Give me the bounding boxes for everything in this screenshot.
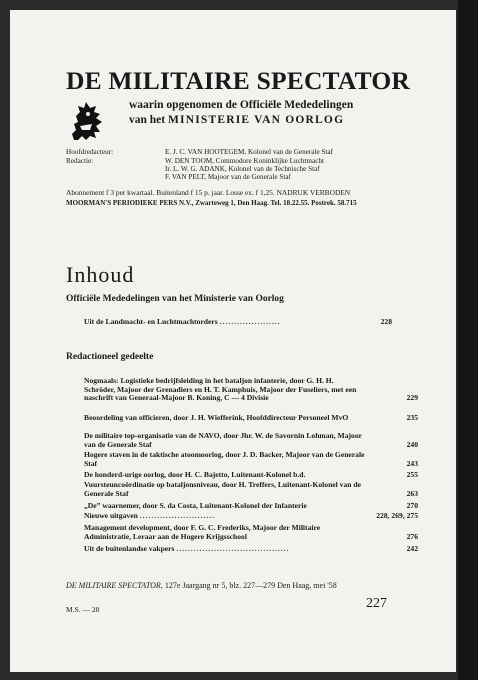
subscription-info: Abonnement f 3 per kwartaal. Buitenland f 15 p. jaar. Losse ex. f 1,25. NADRUK VERBODEN: [66, 188, 351, 197]
toc-entry-title: De honderd-urige oorlog, door H. C. Bajetto, Luitenant-Kolonel b.d.: [84, 470, 306, 479]
toc-entry[interactable]: [84, 470, 418, 480]
editor-3: F. VAN PELT, Majoor van de Generale Staf: [165, 173, 291, 181]
toc-entry-title: Uit de buitenlandse vakpers: [84, 544, 175, 553]
toc-entry-page: 228: [380, 317, 392, 326]
editor-1: W. DEN TOOM, Commodore Koninklijke Luchtmacht: [165, 157, 324, 165]
toc-entry-page: 229: [406, 393, 418, 403]
toc-entry-page: 240: [406, 439, 418, 449]
toc-entry-title: Uit de Landmacht- en Luchtmachtorders: [84, 317, 218, 326]
leader-dots: .......................................: [176, 544, 290, 553]
toc-entry[interactable]: [84, 431, 418, 449]
toc-entry-page: 263: [406, 488, 418, 498]
footer-journal-name: DE MILITAIRE SPECTATOR,: [66, 581, 163, 590]
footer-issue: 127e Jaargang nr 5, blz. 227—279 Den Haag, mei '58: [164, 581, 337, 590]
toc-entry[interactable]: [84, 413, 418, 423]
editor-2: Ir. L. W. G. ADANK, Kolonel van de Technische Staf: [165, 165, 320, 173]
toc-entry-title: Hogere staven in de taktische atoomoorlog, door J. D. Backer, Majoor van de Generale Staf: [84, 450, 365, 468]
leader-dots: .....................: [219, 317, 281, 326]
toc-entry[interactable]: [84, 511, 418, 521]
editors-label: Redactie:: [66, 157, 94, 165]
chief-editor-label: Hoofdredacteur:: [66, 148, 114, 156]
section-editorial-title: Redactioneel gedeelte: [66, 352, 154, 362]
binding-edge: [458, 0, 478, 680]
toc-entry-title: Beoordeling van officieren, door J. H. Wiefferink, Hoofddirecteur Personeel MvO: [84, 413, 349, 422]
lion-crest-icon: [66, 100, 106, 142]
page-number: 227: [366, 596, 387, 611]
toc-entry[interactable]: [84, 523, 418, 541]
toc-entry-page: 243: [406, 458, 418, 468]
publisher-info: MOORMAN'S PERIODIEKE PERS N.V., Zwarteweg 1, Den Haag. Tel. 18.22.55. Postrek. 58.715: [66, 199, 357, 207]
toc-entry-page: 242: [406, 544, 418, 553]
toc-entry-page: 255: [406, 470, 418, 479]
toc-entry[interactable]: [84, 501, 418, 511]
toc-entry[interactable]: [84, 450, 418, 468]
toc-entry-page: 270: [406, 501, 418, 510]
subtitle-line-1: waarin opgenomen de Officiële Mededelingen: [129, 99, 354, 111]
toc-entry[interactable]: [84, 376, 418, 403]
journal-title: DE MILITAIRE SPECTATOR: [66, 66, 410, 95]
subtitle-line-2: [129, 114, 344, 126]
toc-entry-title: De militaire top-organisatie van de NAVO, door Jhr. W. de Savornin Lohman, Majoor van de Generale Staf: [84, 431, 362, 449]
toc-entry-page: 235: [406, 413, 418, 422]
toc-heading: Inhoud: [66, 262, 135, 287]
toc-entry[interactable]: [84, 544, 418, 554]
journal-footer: [66, 581, 337, 590]
toc-entry-title: Nieuwe uitgaven: [84, 511, 138, 520]
subtitle-prefix: van het: [129, 114, 166, 126]
footer-code: M.S. — 28: [66, 605, 100, 614]
toc-entry-page: 228, 269, 275: [376, 511, 418, 520]
toc-entry[interactable]: [84, 318, 392, 327]
toc-entry-title: Nogmaals: Logistieke bedrijfsleiding in het bataljon infanterie, door G. H. H. Schröder, Majoor der Grenadiers en H. T. Kamphuis, Majoor der Fuseliers, met een naschrift van Generaal-Majoor B. Koning, C — 4 Divisie: [84, 376, 357, 403]
chief-editor-value: E. J. C. VAN HOOTEGEM, Kolonel van de Generale Staf: [165, 148, 334, 156]
toc-entry-title: Vuursteuncoördinatie op bataljonsniveau, door H. Treffers, Luitenant-Kolonel van de Generale Staf: [84, 480, 361, 498]
leader-dots: ..........................: [139, 511, 216, 520]
toc-entry[interactable]: [84, 480, 418, 498]
section-official-title: Officiële Mededelingen van het Ministerie van Oorlog: [66, 294, 284, 304]
toc-entry-title: „De” waarnemer, door S. da Costa, Luitenant-Kolonel der Infanterie: [84, 501, 307, 510]
ministry-name: MINISTERIE VAN OORLOG: [167, 114, 345, 126]
toc-entry-title: Management development, door F. G. C. Frederiks, Majoor der Militaire Administratie, Leraar aan de Hogere Krijgsschool: [84, 523, 321, 541]
toc-entry-page: 276: [406, 531, 418, 541]
